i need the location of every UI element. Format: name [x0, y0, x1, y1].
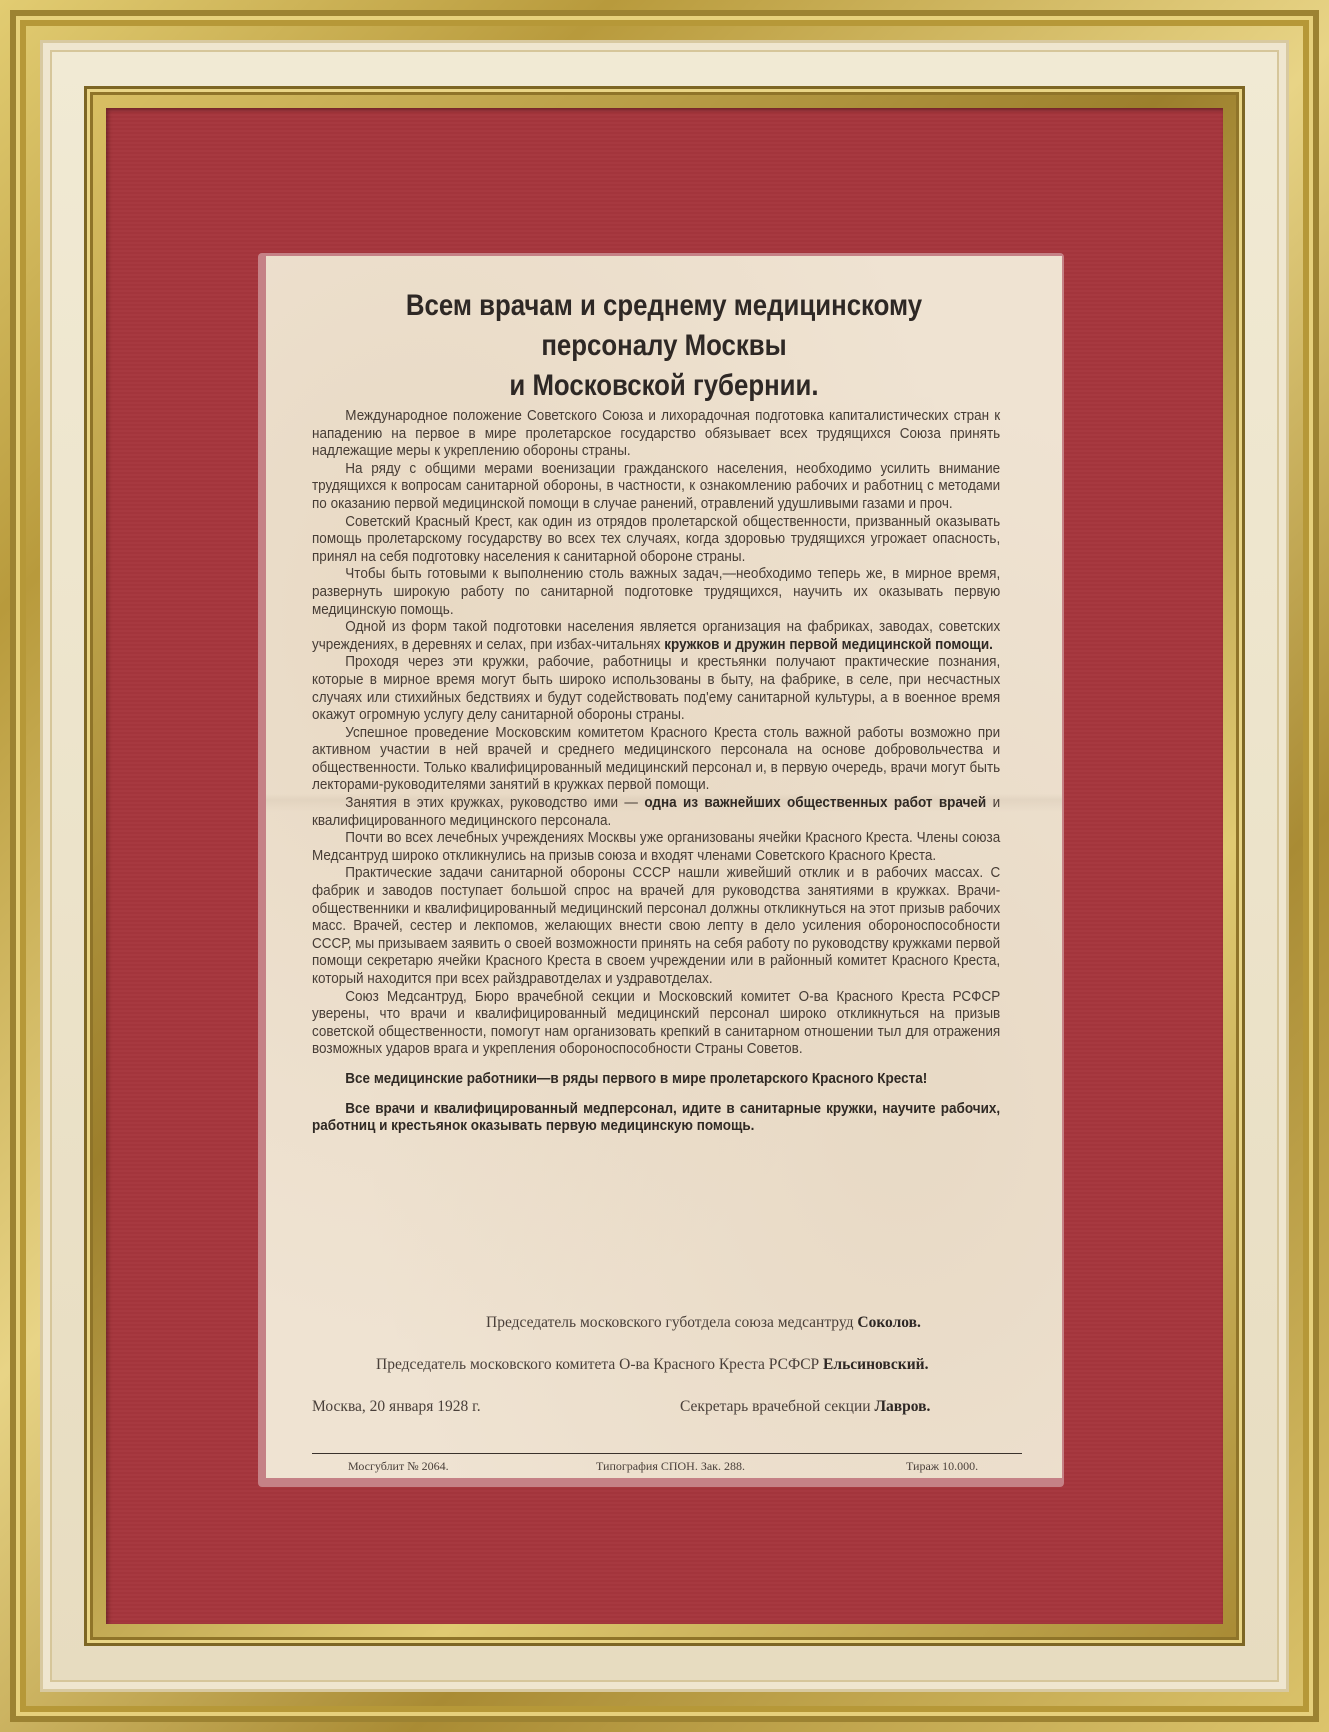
bold-emphasis: одна из важнейших общественных работ врачей [644, 795, 987, 812]
appeal-slogan: Все медицинские работники—в ряды первого в мире пролетарского Красного Креста! [345, 1070, 928, 1087]
title-line-1: Всем врачам и среднему медицинскому персоналу Москвы [405, 289, 923, 362]
place-date: Москва, 20 января 1928 г. [312, 1398, 481, 1415]
paragraph: Занятия в этих кружках, руководство ими — одна из важнейших общественных работ врачей и квалифицированного медицинского персонала. [312, 795, 1001, 829]
imprint-print-run: Тираж 10.000. [906, 1459, 979, 1473]
title-line-2: и Московской губернии. [509, 369, 819, 402]
paragraph: Союз Медсантруд, Бюро врачебной секции и Московский комитет О-ва Красного Креста РСФСР уверены, что врачи и квалифицированный медицинский персонал широко откликнуться на призыв советской общественности, помогут нам организовать крепкий в санитарном отношении тыл для отражения возможных ударов врага и укрепления обороноспособности Страны Советов. [312, 988, 1001, 1058]
paragraph: Чтобы быть готовыми к выполнению столь важных задач,—необходимо теперь же, в мирное время, развернуть широкую работу по санитарной подготовке трудящихся, научить их оказывать первую медицинскую помощь. [312, 566, 1001, 618]
paragraph: Проходя через эти кружки, рабочие, работницы и крестьянки получают практические познания, которые в мирное время могут быть широко использованы в быту, на фабрике, в селе, при несчастных случаях или стихийных бедствиях и будут содействовать под'ему санитарной культуры, а в военное время окажут огромную услугу делу санитарной обороны страны. [312, 654, 1001, 724]
paragraph: На ряду с общими мерами военизации гражданского населения, необходимо усилить внимание трудящихся к вопросам санитарной обороны, в частности, к ознакомлению рабочих и работниц с методами по оказанию первой медицинской помощи в случае ранений, отравлений удушливыми газами и проч. [312, 460, 1001, 512]
imprint-publisher: Мосгублит № 2064. [348, 1459, 449, 1473]
signature-sokolov: Председатель московского губотдела союза медсантруд Соколов. [486, 1314, 921, 1331]
paragraph: Одной из форм такой подготовки населения является организация на фабриках, заводах, советских учреждениях, в деревнях и селах, при избах-читальнях кружков и дружин первой медицинской помощи. [312, 619, 1001, 653]
leaflet-sheet [266, 256, 1062, 1478]
paragraph: Практические задачи санитарной обороны СССР нашли живейший отклик и в рабочих массах. С фабрик и заводов поступает большой спрос на врачей для руководства занятиями в кружках. Врачи-общественники и квалифицированный медицинский персонал должны откликнуться на этот призыв рабочих масс. Врачей, сестер и лекпомов, желающих внести свою лепту в дело усиления обороноспособности СССР, мы призываем заявить о своей возможности принять на себя работу по руководству кружками первой помощи секретарю ячейки Красного Креста в своем учреждении или в районный комитет Красного Креста, который находится при всех райздравотделах и уздравотделах. [312, 865, 1001, 987]
paragraph: Международное положение Советского Союза и лихорадочная подготовка капиталистических стран к нападению на первое в мире пролетарское государство обязывает всех трудящихся Союза принять надлежащие меры к укреплению обороны страны. [312, 408, 1001, 460]
signature-lavrov: Секретарь врачебной секции Лавров. [680, 1398, 931, 1415]
paragraph: Советский Красный Крест, как один из отрядов пролетарской общественности, призванный оказывать помощь пролетарскому государству во всех тех случаях, когда здоровью трудящихся угрожает опасность, принял на себя подготовку населения к санитарной обороне страны. [312, 513, 1001, 565]
leaflet-body [312, 408, 1000, 1136]
paragraph: Успешное проведение Московским комитетом Красного Креста столь важной работы возможно при активном участии в ней врачей и среднего медицинского персонала на основе добровольчества и общественности. Только квалифицированный медицинский персонал и, в первую очередь, врачи могут быть лекторами-руководителями занятий в кружках первой помощи. [312, 724, 1001, 794]
appeal-slogan: Все врачи и квалифицированный медперсонал, идите в санитарные кружки, научите рабочих, работниц и крестьянок оказывать первую медицинскую помощь. [312, 1100, 1001, 1135]
imprint-divider [312, 1453, 1022, 1454]
imprint-printer: Типография СПОН. Зак. 288. [596, 1459, 746, 1473]
leaflet-title [339, 286, 989, 406]
bold-emphasis: кружков и дружин первой медицинской помощи. [664, 636, 993, 653]
paragraph: Почти во всех лечебных учреждениях Москвы уже организованы ячейки Красного Креста. Члены союза Медсантруд широко откликнулись на призыв союза и входят членами Советского Красного Креста. [312, 830, 1001, 864]
signature-elsinovsky: Председатель московского комитета О-ва Красного Креста РСФСР Ельсиновский. [376, 1356, 929, 1373]
